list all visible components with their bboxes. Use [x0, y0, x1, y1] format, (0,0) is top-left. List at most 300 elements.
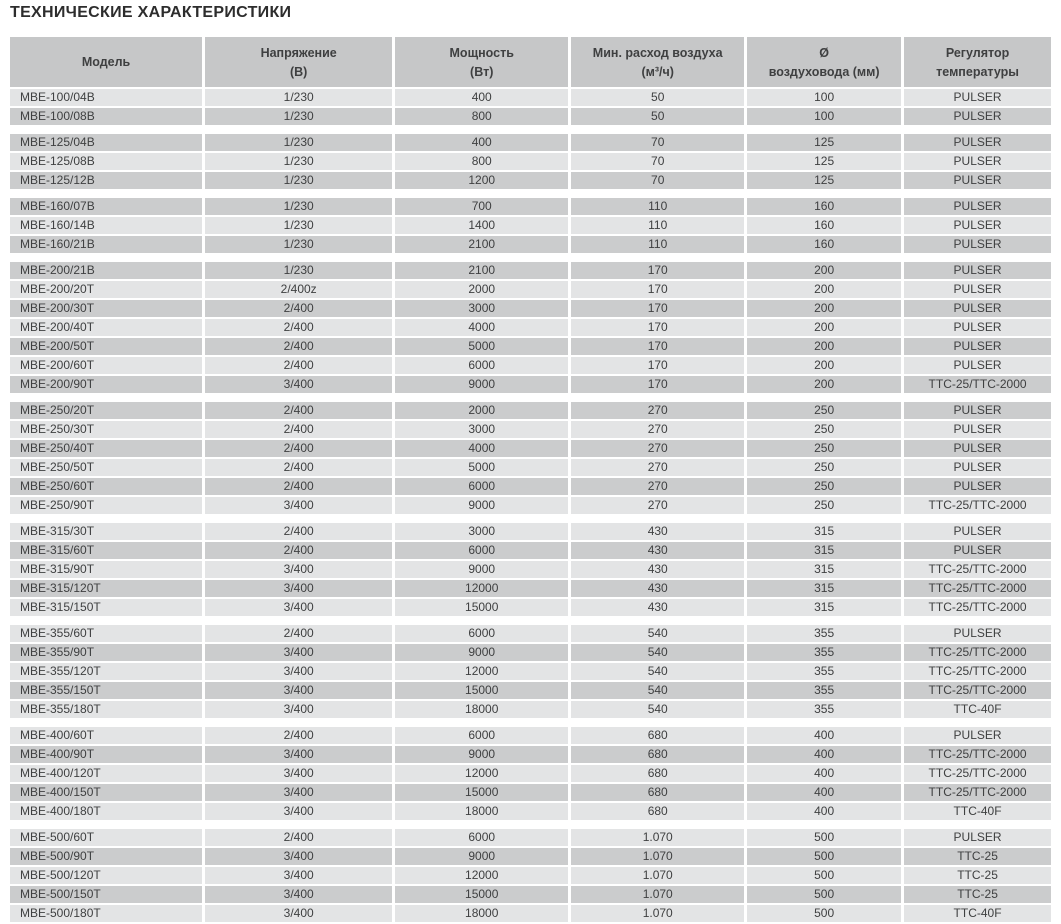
- cell-voltage: 3/400: [205, 867, 392, 884]
- cell-diameter: 100: [747, 108, 901, 125]
- cell-diameter: 500: [747, 905, 901, 922]
- cell-diameter: 355: [747, 625, 901, 642]
- col-header-voltage: [205, 37, 392, 87]
- cell-voltage: 2/400z: [205, 281, 392, 298]
- cell-airflow: 1.070: [571, 848, 744, 865]
- cell-regulator: TTC-40F: [904, 905, 1051, 922]
- cell-regulator: PULSER: [904, 153, 1051, 170]
- cell-airflow: 170: [571, 300, 744, 317]
- cell-model: MBE-250/30T: [10, 421, 202, 438]
- cell-regulator: PULSER: [904, 217, 1051, 234]
- cell-airflow: 680: [571, 746, 744, 763]
- cell-diameter: 400: [747, 765, 901, 782]
- cell-model: MBE-315/90T: [10, 561, 202, 578]
- cell-power: 5000: [395, 459, 568, 476]
- cell-power: 4000: [395, 319, 568, 336]
- cell-regulator: TTC-25/TTC-2000: [904, 497, 1051, 514]
- cell-voltage: 3/400: [205, 682, 392, 699]
- cell-voltage: 3/400: [205, 376, 392, 393]
- cell-diameter: 400: [747, 803, 901, 820]
- cell-airflow: 1.070: [571, 905, 744, 922]
- cell-diameter: 125: [747, 134, 901, 151]
- cell-power: 2100: [395, 262, 568, 279]
- cell-power: 12000: [395, 765, 568, 782]
- cell-voltage: 2/400: [205, 402, 392, 419]
- table-row: [10, 523, 1051, 540]
- cell-diameter: 500: [747, 867, 901, 884]
- cell-diameter: 200: [747, 357, 901, 374]
- table-row: [10, 746, 1051, 763]
- cell-model: MBE-160/21B: [10, 236, 202, 253]
- cell-regulator: PULSER: [904, 542, 1051, 559]
- cell-regulator: PULSER: [904, 523, 1051, 540]
- col-header-model-label: Модель: [81, 55, 131, 69]
- cell-regulator: TTC-25/TTC-2000: [904, 663, 1051, 680]
- table-row: [10, 198, 1051, 215]
- cell-regulator: PULSER: [904, 281, 1051, 298]
- cell-airflow: 680: [571, 765, 744, 782]
- cell-voltage: 1/230: [205, 217, 392, 234]
- cell-power: 400: [395, 89, 568, 106]
- cell-airflow: 170: [571, 338, 744, 355]
- cell-regulator: PULSER: [904, 727, 1051, 744]
- cell-regulator: TTC-25/TTC-2000: [904, 580, 1051, 597]
- cell-voltage: 2/400: [205, 829, 392, 846]
- table-row: [10, 905, 1051, 922]
- cell-airflow: 430: [571, 523, 744, 540]
- cell-model: MBE-125/04B: [10, 134, 202, 151]
- cell-diameter: 355: [747, 682, 901, 699]
- cell-airflow: 270: [571, 478, 744, 495]
- cell-power: 4000: [395, 440, 568, 457]
- table-row: [10, 784, 1051, 801]
- header-row: [10, 37, 1051, 87]
- table-row: [10, 625, 1051, 642]
- cell-regulator: PULSER: [904, 402, 1051, 419]
- cell-voltage: 2/400: [205, 625, 392, 642]
- cell-power: 3000: [395, 523, 568, 540]
- table-row: [10, 217, 1051, 234]
- table-row: [10, 803, 1051, 820]
- cell-regulator: TTC-25/TTC-2000: [904, 784, 1051, 801]
- cell-airflow: 540: [571, 682, 744, 699]
- table-row: [10, 542, 1051, 559]
- cell-diameter: 250: [747, 459, 901, 476]
- col-header-diameter-label: Ø: [819, 45, 830, 60]
- table-row: [10, 89, 1051, 106]
- cell-power: 9000: [395, 848, 568, 865]
- group-spacer: [10, 255, 1051, 260]
- cell-airflow: 110: [571, 198, 744, 215]
- cell-airflow: 170: [571, 357, 744, 374]
- cell-airflow: 430: [571, 561, 744, 578]
- cell-model: MBE-250/90T: [10, 497, 202, 514]
- cell-regulator: PULSER: [904, 357, 1051, 374]
- cell-airflow: 70: [571, 134, 744, 151]
- cell-voltage: 3/400: [205, 848, 392, 865]
- table-row: [10, 338, 1051, 355]
- cell-voltage: 3/400: [205, 599, 392, 616]
- cell-voltage: 3/400: [205, 784, 392, 801]
- col-header-airflow-label: Мин. расход воздуха: [592, 45, 723, 60]
- cell-airflow: 430: [571, 599, 744, 616]
- cell-diameter: 400: [747, 746, 901, 763]
- cell-airflow: 1.070: [571, 886, 744, 903]
- table-row: [10, 440, 1051, 457]
- table-row: [10, 281, 1051, 298]
- cell-model: MBE-200/20T: [10, 281, 202, 298]
- cell-model: MBE-125/08B: [10, 153, 202, 170]
- cell-regulator: TTC-25/TTC-2000: [904, 765, 1051, 782]
- cell-voltage: 2/400: [205, 440, 392, 457]
- cell-diameter: 160: [747, 217, 901, 234]
- cell-diameter: 250: [747, 421, 901, 438]
- cell-diameter: 125: [747, 172, 901, 189]
- table-row: [10, 402, 1051, 419]
- cell-model: MBE-250/50T: [10, 459, 202, 476]
- cell-diameter: 100: [747, 89, 901, 106]
- cell-airflow: 270: [571, 459, 744, 476]
- group-spacer: [10, 191, 1051, 196]
- cell-diameter: 500: [747, 886, 901, 903]
- cell-airflow: 70: [571, 153, 744, 170]
- cell-regulator: TTC-25/TTC-2000: [904, 561, 1051, 578]
- cell-voltage: 3/400: [205, 497, 392, 514]
- cell-regulator: TTC-25: [904, 848, 1051, 865]
- cell-airflow: 50: [571, 108, 744, 125]
- cell-regulator: TTC-25/TTC-2000: [904, 376, 1051, 393]
- cell-voltage: 3/400: [205, 580, 392, 597]
- col-header-airflow-unit: (м³/ч): [641, 64, 674, 79]
- cell-diameter: 315: [747, 580, 901, 597]
- table-row: [10, 867, 1051, 884]
- cell-airflow: 170: [571, 319, 744, 336]
- cell-airflow: 680: [571, 784, 744, 801]
- cell-regulator: TTC-40F: [904, 701, 1051, 718]
- cell-power: 12000: [395, 867, 568, 884]
- cell-airflow: 170: [571, 376, 744, 393]
- cell-diameter: 200: [747, 300, 901, 317]
- table-row: [10, 644, 1051, 661]
- cell-power: 9000: [395, 376, 568, 393]
- cell-power: 9000: [395, 644, 568, 661]
- cell-power: 2000: [395, 281, 568, 298]
- table-row: [10, 236, 1051, 253]
- table-row: [10, 682, 1051, 699]
- cell-regulator: PULSER: [904, 319, 1051, 336]
- cell-regulator: TTC-25/TTC-2000: [904, 599, 1051, 616]
- cell-regulator: PULSER: [904, 338, 1051, 355]
- cell-airflow: 1.070: [571, 867, 744, 884]
- cell-diameter: 500: [747, 829, 901, 846]
- table-row: [10, 497, 1051, 514]
- cell-power: 6000: [395, 829, 568, 846]
- cell-power: 1400: [395, 217, 568, 234]
- table-row: [10, 701, 1051, 718]
- cell-airflow: 110: [571, 236, 744, 253]
- table-row: [10, 421, 1051, 438]
- cell-regulator: PULSER: [904, 440, 1051, 457]
- cell-model: MBE-500/180T: [10, 905, 202, 922]
- cell-model: MBE-400/90T: [10, 746, 202, 763]
- cell-voltage: 1/230: [205, 262, 392, 279]
- cell-power: 6000: [395, 625, 568, 642]
- cell-voltage: 2/400: [205, 727, 392, 744]
- cell-power: 2100: [395, 236, 568, 253]
- col-header-regulator-label2: температуры: [936, 64, 1019, 79]
- cell-model: MBE-400/60T: [10, 727, 202, 744]
- cell-model: MBE-500/120T: [10, 867, 202, 884]
- cell-diameter: 315: [747, 561, 901, 578]
- cell-power: 700: [395, 198, 568, 215]
- table-row: [10, 108, 1051, 125]
- cell-airflow: 430: [571, 580, 744, 597]
- cell-model: MBE-500/60T: [10, 829, 202, 846]
- cell-voltage: 3/400: [205, 886, 392, 903]
- cell-regulator: TTC-25/TTC-2000: [904, 682, 1051, 699]
- cell-power: 800: [395, 153, 568, 170]
- cell-regulator: PULSER: [904, 134, 1051, 151]
- cell-model: MBE-355/150T: [10, 682, 202, 699]
- cell-power: 6000: [395, 357, 568, 374]
- cell-voltage: 1/230: [205, 89, 392, 106]
- table-row: [10, 153, 1051, 170]
- cell-voltage: 3/400: [205, 561, 392, 578]
- cell-voltage: 1/230: [205, 134, 392, 151]
- cell-regulator: TTC-25/TTC-2000: [904, 644, 1051, 661]
- cell-model: MBE-315/30T: [10, 523, 202, 540]
- cell-voltage: 2/400: [205, 459, 392, 476]
- cell-voltage: 1/230: [205, 108, 392, 125]
- cell-voltage: 3/400: [205, 701, 392, 718]
- cell-power: 12000: [395, 580, 568, 597]
- cell-diameter: 355: [747, 701, 901, 718]
- cell-diameter: 400: [747, 727, 901, 744]
- cell-regulator: PULSER: [904, 459, 1051, 476]
- cell-regulator: TTC-25: [904, 886, 1051, 903]
- table-header: [10, 37, 1051, 87]
- cell-regulator: PULSER: [904, 172, 1051, 189]
- cell-airflow: 540: [571, 701, 744, 718]
- cell-voltage: 2/400: [205, 478, 392, 495]
- col-header-diameter: [747, 37, 901, 87]
- col-header-power: [395, 37, 568, 87]
- col-header-airflow: [571, 37, 744, 87]
- cell-airflow: 680: [571, 727, 744, 744]
- cell-diameter: 315: [747, 542, 901, 559]
- cell-airflow: 1.070: [571, 829, 744, 846]
- table-row: [10, 765, 1051, 782]
- cell-power: 9000: [395, 746, 568, 763]
- group-spacer: [10, 618, 1051, 623]
- cell-diameter: 355: [747, 644, 901, 661]
- cell-airflow: 540: [571, 644, 744, 661]
- col-header-diameter-unit: воздуховода (мм): [768, 64, 880, 79]
- cell-model: MBE-200/50T: [10, 338, 202, 355]
- cell-voltage: 1/230: [205, 236, 392, 253]
- cell-power: 18000: [395, 905, 568, 922]
- cell-power: 6000: [395, 727, 568, 744]
- cell-model: MBE-250/40T: [10, 440, 202, 457]
- cell-regulator: PULSER: [904, 829, 1051, 846]
- cell-model: MBE-125/12B: [10, 172, 202, 189]
- cell-voltage: 2/400: [205, 300, 392, 317]
- cell-airflow: 540: [571, 663, 744, 680]
- cell-airflow: 430: [571, 542, 744, 559]
- cell-power: 3000: [395, 421, 568, 438]
- cell-model: MBE-160/14B: [10, 217, 202, 234]
- cell-model: MBE-200/21B: [10, 262, 202, 279]
- table-row: [10, 727, 1051, 744]
- cell-power: 15000: [395, 599, 568, 616]
- col-header-power-unit: (Вт): [470, 64, 494, 79]
- cell-diameter: 355: [747, 663, 901, 680]
- cell-regulator: PULSER: [904, 625, 1051, 642]
- cell-power: 15000: [395, 886, 568, 903]
- cell-diameter: 160: [747, 198, 901, 215]
- cell-airflow: 270: [571, 402, 744, 419]
- cell-airflow: 270: [571, 421, 744, 438]
- cell-power: 5000: [395, 338, 568, 355]
- cell-model: MBE-250/20T: [10, 402, 202, 419]
- cell-voltage: 3/400: [205, 803, 392, 820]
- cell-airflow: 70: [571, 172, 744, 189]
- col-header-power-label: Мощность: [449, 45, 514, 60]
- cell-airflow: 540: [571, 625, 744, 642]
- cell-model: MBE-400/120T: [10, 765, 202, 782]
- table-row: [10, 478, 1051, 495]
- cell-voltage: 2/400: [205, 523, 392, 540]
- cell-regulator: PULSER: [904, 300, 1051, 317]
- cell-power: 3000: [395, 300, 568, 317]
- cell-power: 18000: [395, 701, 568, 718]
- cell-voltage: 3/400: [205, 905, 392, 922]
- cell-model: MBE-400/180T: [10, 803, 202, 820]
- cell-model: MBE-200/30T: [10, 300, 202, 317]
- spec-table: [7, 35, 1054, 924]
- group-spacer: [10, 516, 1051, 521]
- cell-power: 12000: [395, 663, 568, 680]
- cell-diameter: 500: [747, 848, 901, 865]
- table-row: [10, 459, 1051, 476]
- cell-diameter: 125: [747, 153, 901, 170]
- table-row: [10, 376, 1051, 393]
- cell-airflow: 680: [571, 803, 744, 820]
- group-spacer: [10, 822, 1051, 827]
- cell-power: 15000: [395, 784, 568, 801]
- table-body: [10, 89, 1051, 922]
- cell-power: 2000: [395, 402, 568, 419]
- table-row: [10, 599, 1051, 616]
- cell-diameter: 250: [747, 402, 901, 419]
- group-spacer: [10, 720, 1051, 725]
- col-header-voltage-label: Напряжение: [260, 45, 337, 60]
- cell-regulator: PULSER: [904, 421, 1051, 438]
- cell-airflow: 170: [571, 262, 744, 279]
- cell-regulator: PULSER: [904, 478, 1051, 495]
- cell-diameter: 250: [747, 440, 901, 457]
- cell-voltage: 3/400: [205, 746, 392, 763]
- cell-model: MBE-315/120T: [10, 580, 202, 597]
- cell-power: 6000: [395, 478, 568, 495]
- cell-model: MBE-315/60T: [10, 542, 202, 559]
- cell-model: MBE-100/08B: [10, 108, 202, 125]
- table-row: [10, 829, 1051, 846]
- table-row: [10, 561, 1051, 578]
- cell-model: MBE-500/150T: [10, 886, 202, 903]
- cell-diameter: 160: [747, 236, 901, 253]
- cell-regulator: PULSER: [904, 262, 1051, 279]
- table-row: [10, 886, 1051, 903]
- table-row: [10, 848, 1051, 865]
- cell-voltage: 1/230: [205, 198, 392, 215]
- cell-power: 18000: [395, 803, 568, 820]
- cell-voltage: 3/400: [205, 663, 392, 680]
- cell-airflow: 270: [571, 497, 744, 514]
- cell-regulator: PULSER: [904, 89, 1051, 106]
- table-row: [10, 262, 1051, 279]
- cell-voltage: 2/400: [205, 319, 392, 336]
- cell-model: MBE-200/60T: [10, 357, 202, 374]
- cell-diameter: 400: [747, 784, 901, 801]
- cell-regulator: TTC-25: [904, 867, 1051, 884]
- cell-power: 15000: [395, 682, 568, 699]
- cell-model: MBE-400/150T: [10, 784, 202, 801]
- col-header-regulator-label: Регулятор: [945, 45, 1010, 60]
- cell-model: MBE-355/60T: [10, 625, 202, 642]
- cell-model: MBE-500/90T: [10, 848, 202, 865]
- cell-power: 800: [395, 108, 568, 125]
- col-header-voltage-unit: (В): [289, 64, 308, 79]
- cell-model: MBE-355/180T: [10, 701, 202, 718]
- cell-diameter: 200: [747, 319, 901, 336]
- cell-regulator: PULSER: [904, 108, 1051, 125]
- cell-airflow: 50: [571, 89, 744, 106]
- cell-model: MBE-100/04B: [10, 89, 202, 106]
- cell-model: MBE-250/60T: [10, 478, 202, 495]
- cell-voltage: 2/400: [205, 421, 392, 438]
- cell-diameter: 200: [747, 376, 901, 393]
- col-header-model: [10, 37, 202, 87]
- cell-voltage: 2/400: [205, 357, 392, 374]
- table-row: [10, 300, 1051, 317]
- table-row: [10, 134, 1051, 151]
- table-row: [10, 172, 1051, 189]
- table-row: [10, 357, 1051, 374]
- cell-power: 9000: [395, 561, 568, 578]
- cell-diameter: 200: [747, 338, 901, 355]
- table-row: [10, 319, 1051, 336]
- cell-power: 1200: [395, 172, 568, 189]
- group-spacer: [10, 395, 1051, 400]
- cell-airflow: 170: [571, 281, 744, 298]
- cell-model: MBE-355/90T: [10, 644, 202, 661]
- cell-voltage: 2/400: [205, 338, 392, 355]
- cell-voltage: 1/230: [205, 172, 392, 189]
- cell-voltage: 3/400: [205, 765, 392, 782]
- cell-model: MBE-315/150T: [10, 599, 202, 616]
- table-row: [10, 580, 1051, 597]
- cell-power: 9000: [395, 497, 568, 514]
- cell-airflow: 110: [571, 217, 744, 234]
- cell-diameter: 250: [747, 497, 901, 514]
- col-header-regulator: [904, 37, 1051, 87]
- cell-model: MBE-355/120T: [10, 663, 202, 680]
- cell-power: 400: [395, 134, 568, 151]
- cell-regulator: TTC-40F: [904, 803, 1051, 820]
- table-row: [10, 663, 1051, 680]
- cell-diameter: 315: [747, 523, 901, 540]
